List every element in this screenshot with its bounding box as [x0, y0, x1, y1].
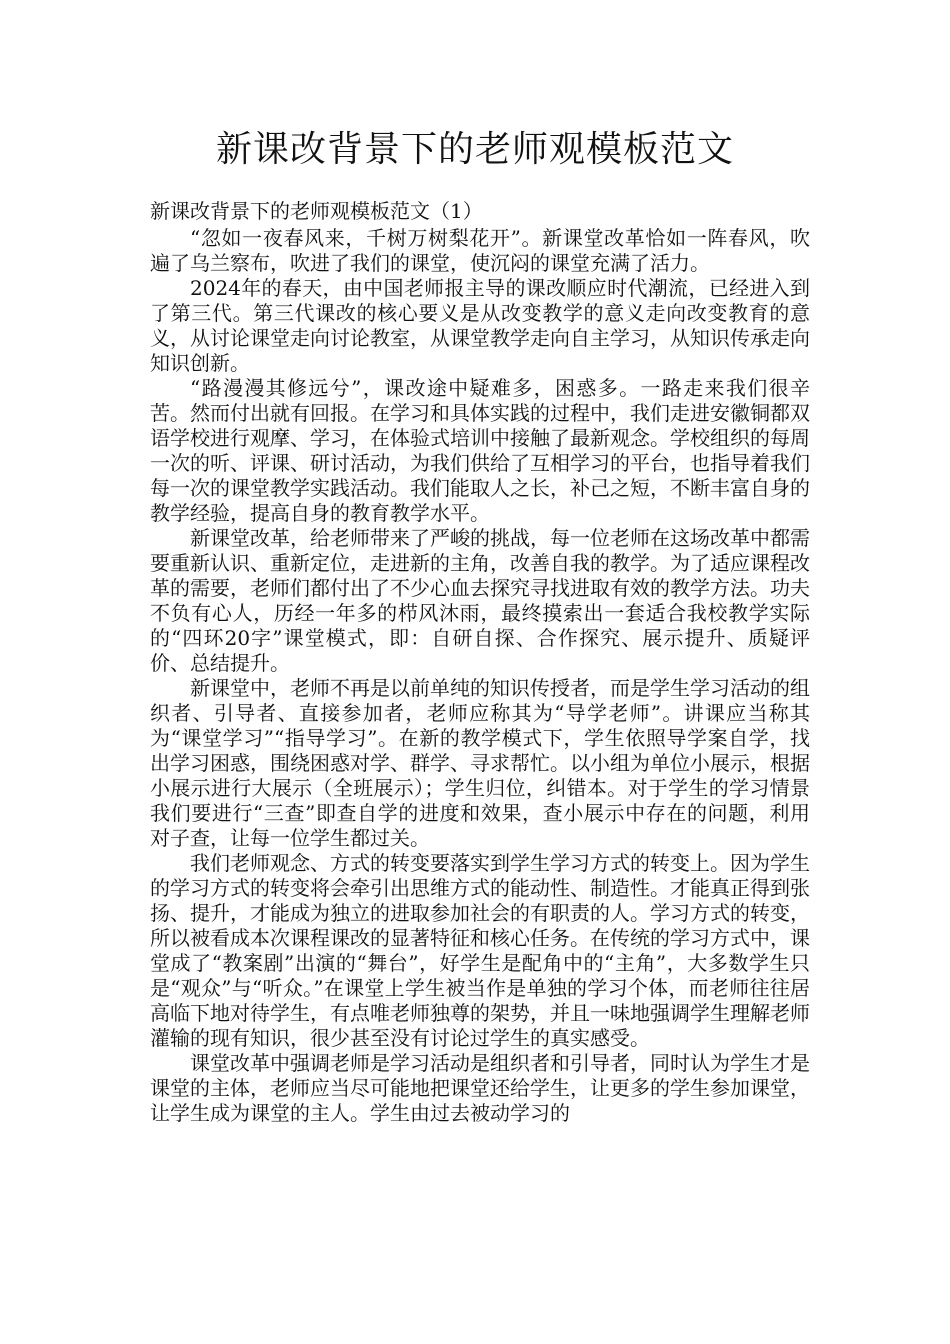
document-title: 新课改背景下的老师观模板范文	[215, 129, 734, 170]
paragraph-7: 课堂改革中强调老师是学习活动是组织者和引导者，同时认为学生才是课堂的主体，老师应当尽可能地把课堂还给学生，让更多的学生参加课堂，让学生成为课堂的主人。学生由过去被动学习的	[150, 1051, 810, 1125]
paragraph-6: 我们老师观念、方式的转变要落实到学生学习方式的转变上。因为学生的学习方式的转变将会牵引出思维方式的能动性、制造性。才能真正得到张扬、提升，才能成为独立的进取参加社会的有职责的人。学习方式的转变，所以被看成本次课程课改的显著特征和核心任务。在传统的学习方式中，课堂成了“教案剧”出演的“舞台”，好学生是配角中的“主角”，大多数学生只是“观众”与“听众。”在课堂上学生被当作是单独的学习个体，而老师往往居高临下地对待学生，有点唯老师独尊的架势，并且一味地强调学生理解老师灌输的现有知识，很少甚至没有讨论过学生的真实感受。	[150, 851, 810, 1050]
paragraph-5: 新课堂中，老师不再是以前单纯的知识传授者，而是学生学习活动的组织者、引导者、直接参加者，老师应称其为“导学老师”。讲课应当称其为“课堂学习”“指导学习”。在新的教学模式下，学生依照导学案自学，找出学习困惑，围绕困惑对学、群学、寻求帮忙。以小组为单位小展示，根据小展示进行大展示（全班展示）；学生归位，纠错本。对于学生的学习情景我们要进行“三查”即查自学的进度和效果，查小展示中存在的问题，利用对子查，让每一位学生都过关。	[150, 676, 810, 850]
document-body	[150, 226, 810, 1126]
paragraph-4: 新课堂改革，给老师带来了严峻的挑战，每一位老师在这场改革中都需要重新认识、重新定位，走进新的主角，改善自我的教学。为了适应课程改革的需要，老师们都付出了不少心血去探究寻找进取有效的教学方法。功夫不负有心人，历经一年多的栉风沐雨，最终摸索出一套适合我校教学实际的“四环20字”课堂模式，即：自研自探、合作探究、展示提升、质疑评价、总结提升。	[150, 526, 810, 675]
section-heading: 新课改背景下的老师观模板范文（1）	[150, 199, 483, 223]
paragraph-2: 2024年的春天，由中国老师报主导的课改顺应时代潮流，已经进入到了第三代。第三代课改的核心要义是从改变教学的意义走向改变教育的意义，从讨论课堂走向讨论教室，从课堂教学走向自主学习，从知识传承走向知识创新。	[150, 276, 810, 375]
paragraph-1: “忽如一夜春风来，千树万树梨花开”。新课堂改革恰如一阵春风，吹遍了乌兰察布，吹进了我们的课堂，使沉闷的课堂充满了活力。	[150, 226, 810, 275]
paragraph-3: “路漫漫其修远兮”，课改途中疑难多，困惑多。一路走来我们很辛苦。然而付出就有回报。在学习和具体实践的过程中，我们走进安徽铜都双语学校进行观摩、学习，在体验式培训中接触了最新观念。学校组织的每周一次的听、评课、研讨活动，为我们供给了互相学习的平台，也指导着我们每一次的课堂教学实践活动。我们能取人之长，补己之短，不断丰富自身的教学经验，提高自身的教育教学水平。	[150, 376, 810, 525]
